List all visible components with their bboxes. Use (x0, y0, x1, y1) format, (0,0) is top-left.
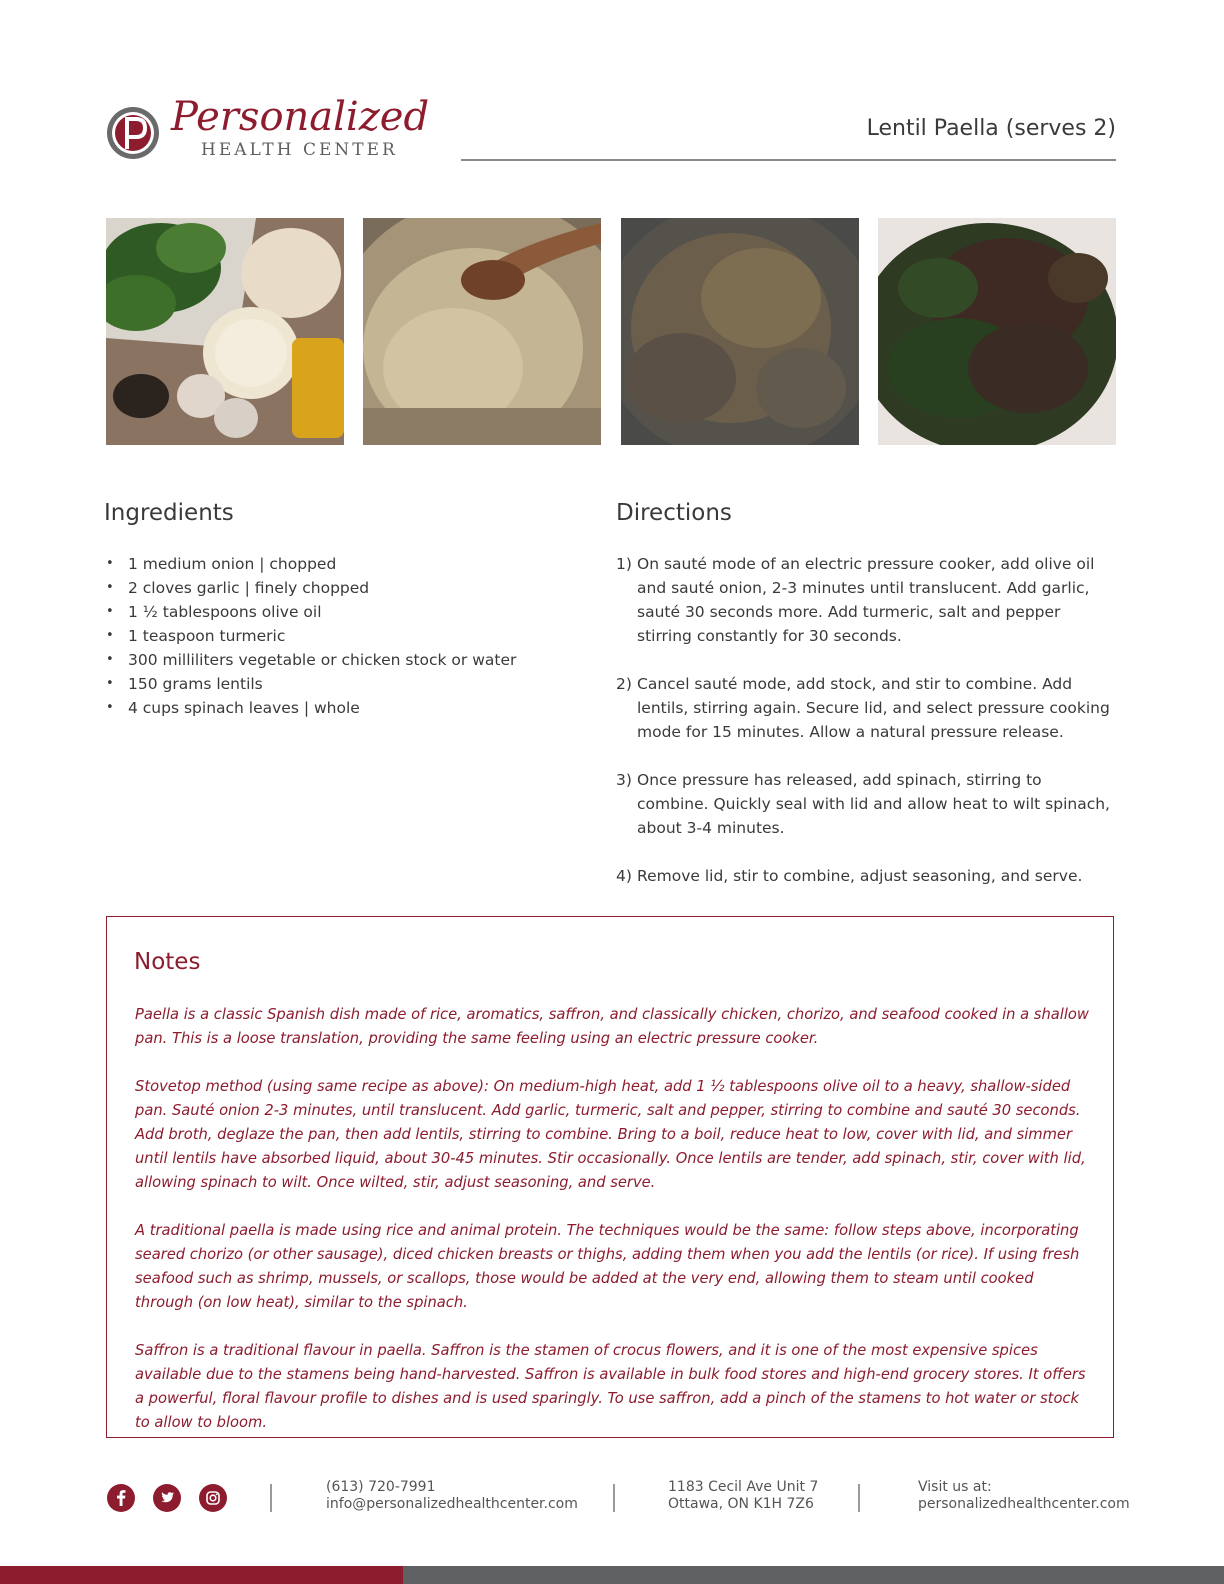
footer-address (668, 1479, 818, 1513)
direction-step (616, 552, 1116, 648)
step-text: Once pressure has released, add spinach, stirring to combine. Quickly seal with lid and allow heat to wilt spinach, about 3-4 minutes. (637, 771, 1110, 837)
logo-subtitle: HEALTH CENTER (201, 140, 398, 160)
list-item (104, 672, 574, 696)
list-item (104, 696, 574, 720)
title-divider (461, 159, 1116, 161)
instagram-icon (199, 1484, 227, 1512)
ingredient-text: 2 cloves garlic | finely chopped (128, 579, 370, 597)
recipe-title: Lentil Paella (serves 2) (866, 116, 1116, 141)
footer-website (918, 1479, 1130, 1513)
footer-contact (326, 1479, 578, 1513)
step-number: 4) (616, 867, 632, 885)
bullet: • (106, 652, 114, 667)
notes-paragraph: Stovetop method (using same recipe as above): On medium-high heat, add 1 ½ tablespoons olive oil to a heavy, shallow-sided pan. Sauté onion 2-3 minutes, until translucent. Add garlic, turmeric, salt and pepper, stirring to combine and sauté 30 seconds. Add broth, deglaze the pan, then add lentils, stirring to combine. Bring to a boil, reduce heat to low, cover with lid, and simmer until lentils have absorbed liquid, about 30-45 minutes. Stir occasionally. Once lentils are tender, add spinach, stir, cover with lid, allowing spinach to wilt. Once wilted, stir, adjust seasoning, and serve. (135, 1078, 1086, 1191)
list-item (104, 576, 574, 600)
list-item (104, 648, 574, 672)
direction-step (616, 672, 1116, 744)
email-link[interactable]: info@personalizedhealthcenter.com (326, 1496, 578, 1512)
notes-paragraph: Saffron is a traditional flavour in paella. Saffron is the stamen of crocus flowers, and it is one of the most expensive spices available due to the stamens being hand-harvested. Saffron is available in bulk food stores and high-end grocery stores. It offers a powerful, floral flavour profile to dishes and is used sparingly. To use saffron, add a pinch of the stamens to hot water or stock to allow to bloom. (135, 1342, 1086, 1431)
list-item (104, 552, 574, 576)
photo-ingredients (106, 218, 344, 445)
directions-heading: Directions (616, 500, 732, 526)
ingredient-text: 1 teaspoon turmeric (128, 627, 286, 645)
twitter-icon (153, 1484, 181, 1512)
website-link[interactable]: personalizedhealthcenter.com (918, 1496, 1130, 1512)
twitter-link[interactable] (153, 1484, 181, 1512)
company-logo (105, 94, 430, 164)
address-line: 1183 Cecil Ave Unit 7 (668, 1479, 819, 1495)
direction-step (616, 768, 1116, 840)
ingredient-text: 150 grams lentils (128, 675, 263, 693)
bullet: • (106, 700, 114, 715)
photo-lentils-cooking (621, 218, 859, 445)
address-line: Ottawa, ON K1H 7Z6 (668, 1496, 814, 1512)
facebook-icon (107, 1484, 135, 1512)
step-number: 3) (616, 771, 632, 789)
bullet: • (106, 604, 114, 619)
list-item (104, 600, 574, 624)
bullet: • (106, 676, 114, 691)
bullet: • (106, 580, 114, 595)
phone-number[interactable]: (613) 720-7991 (326, 1479, 436, 1495)
step-number: 1) (616, 555, 632, 573)
step-number: 2) (616, 675, 632, 693)
list-item (104, 624, 574, 648)
directions-list (616, 552, 1116, 912)
notes-box (106, 916, 1114, 1438)
direction-step (616, 864, 1116, 888)
step-text: Remove lid, stir to combine, adjust seasoning, and serve. (637, 867, 1083, 885)
visit-label: Visit us at: (918, 1479, 992, 1495)
footer-divider (270, 1484, 272, 1512)
logo-wordmark: Personalized (171, 94, 430, 140)
bullet: • (106, 556, 114, 571)
photo-finished-paella (878, 218, 1116, 445)
notes-paragraph: Paella is a classic Spanish dish made of rice, aromatics, saffron, and classically chicken, chorizo, and seafood cooked in a shallow pan. This is a loose translation, providing the same feeling using an electric pressure cooker. (135, 1006, 1089, 1047)
logo-p-mark-icon (105, 105, 161, 161)
step-text: Cancel sauté mode, add stock, and stir to combine. Add lentils, stirring again. Secure lid, and select pressure cooking mode for 15 minutes. Allow a natural pressure release. (637, 675, 1110, 741)
footer-divider (858, 1484, 860, 1512)
footer-divider (613, 1484, 615, 1512)
step-text: On sauté mode of an electric pressure cooker, add olive oil and sauté onion, 2-3 minutes until translucent. Add garlic, sauté 30 seconds more. Add turmeric, salt and pepper stirring constantly for 30 seconds. (637, 555, 1095, 645)
instagram-link[interactable] (199, 1484, 227, 1512)
facebook-link[interactable] (107, 1484, 135, 1512)
ingredients-list (104, 552, 574, 720)
ingredient-text: 1 ½ tablespoons olive oil (128, 603, 322, 621)
ingredients-heading: Ingredients (104, 500, 234, 526)
notes-heading: Notes (134, 949, 201, 975)
footer-bar-accent (0, 1566, 403, 1584)
ingredient-text: 300 milliliters vegetable or chicken stock or water (128, 651, 517, 669)
ingredient-text: 1 medium onion | chopped (128, 555, 337, 573)
ingredient-text: 4 cups spinach leaves | whole (128, 699, 360, 717)
bullet: • (106, 628, 114, 643)
photo-sauteing-onions (363, 218, 601, 445)
notes-body (135, 1003, 1095, 1459)
notes-paragraph: A traditional paella is made using rice and animal protein. The techniques would be the same: follow steps above, incorporating seared chorizo (or other sausage), diced chicken breasts or thighs, adding them when you add the lentils (or rice). If using fresh seafood such as shrimp, mussels, or scallops, those would be added at the very end, allowing them to steam until cooked through (on low heat), similar to the spinach. (135, 1222, 1080, 1311)
footer-bar (403, 1566, 1224, 1584)
